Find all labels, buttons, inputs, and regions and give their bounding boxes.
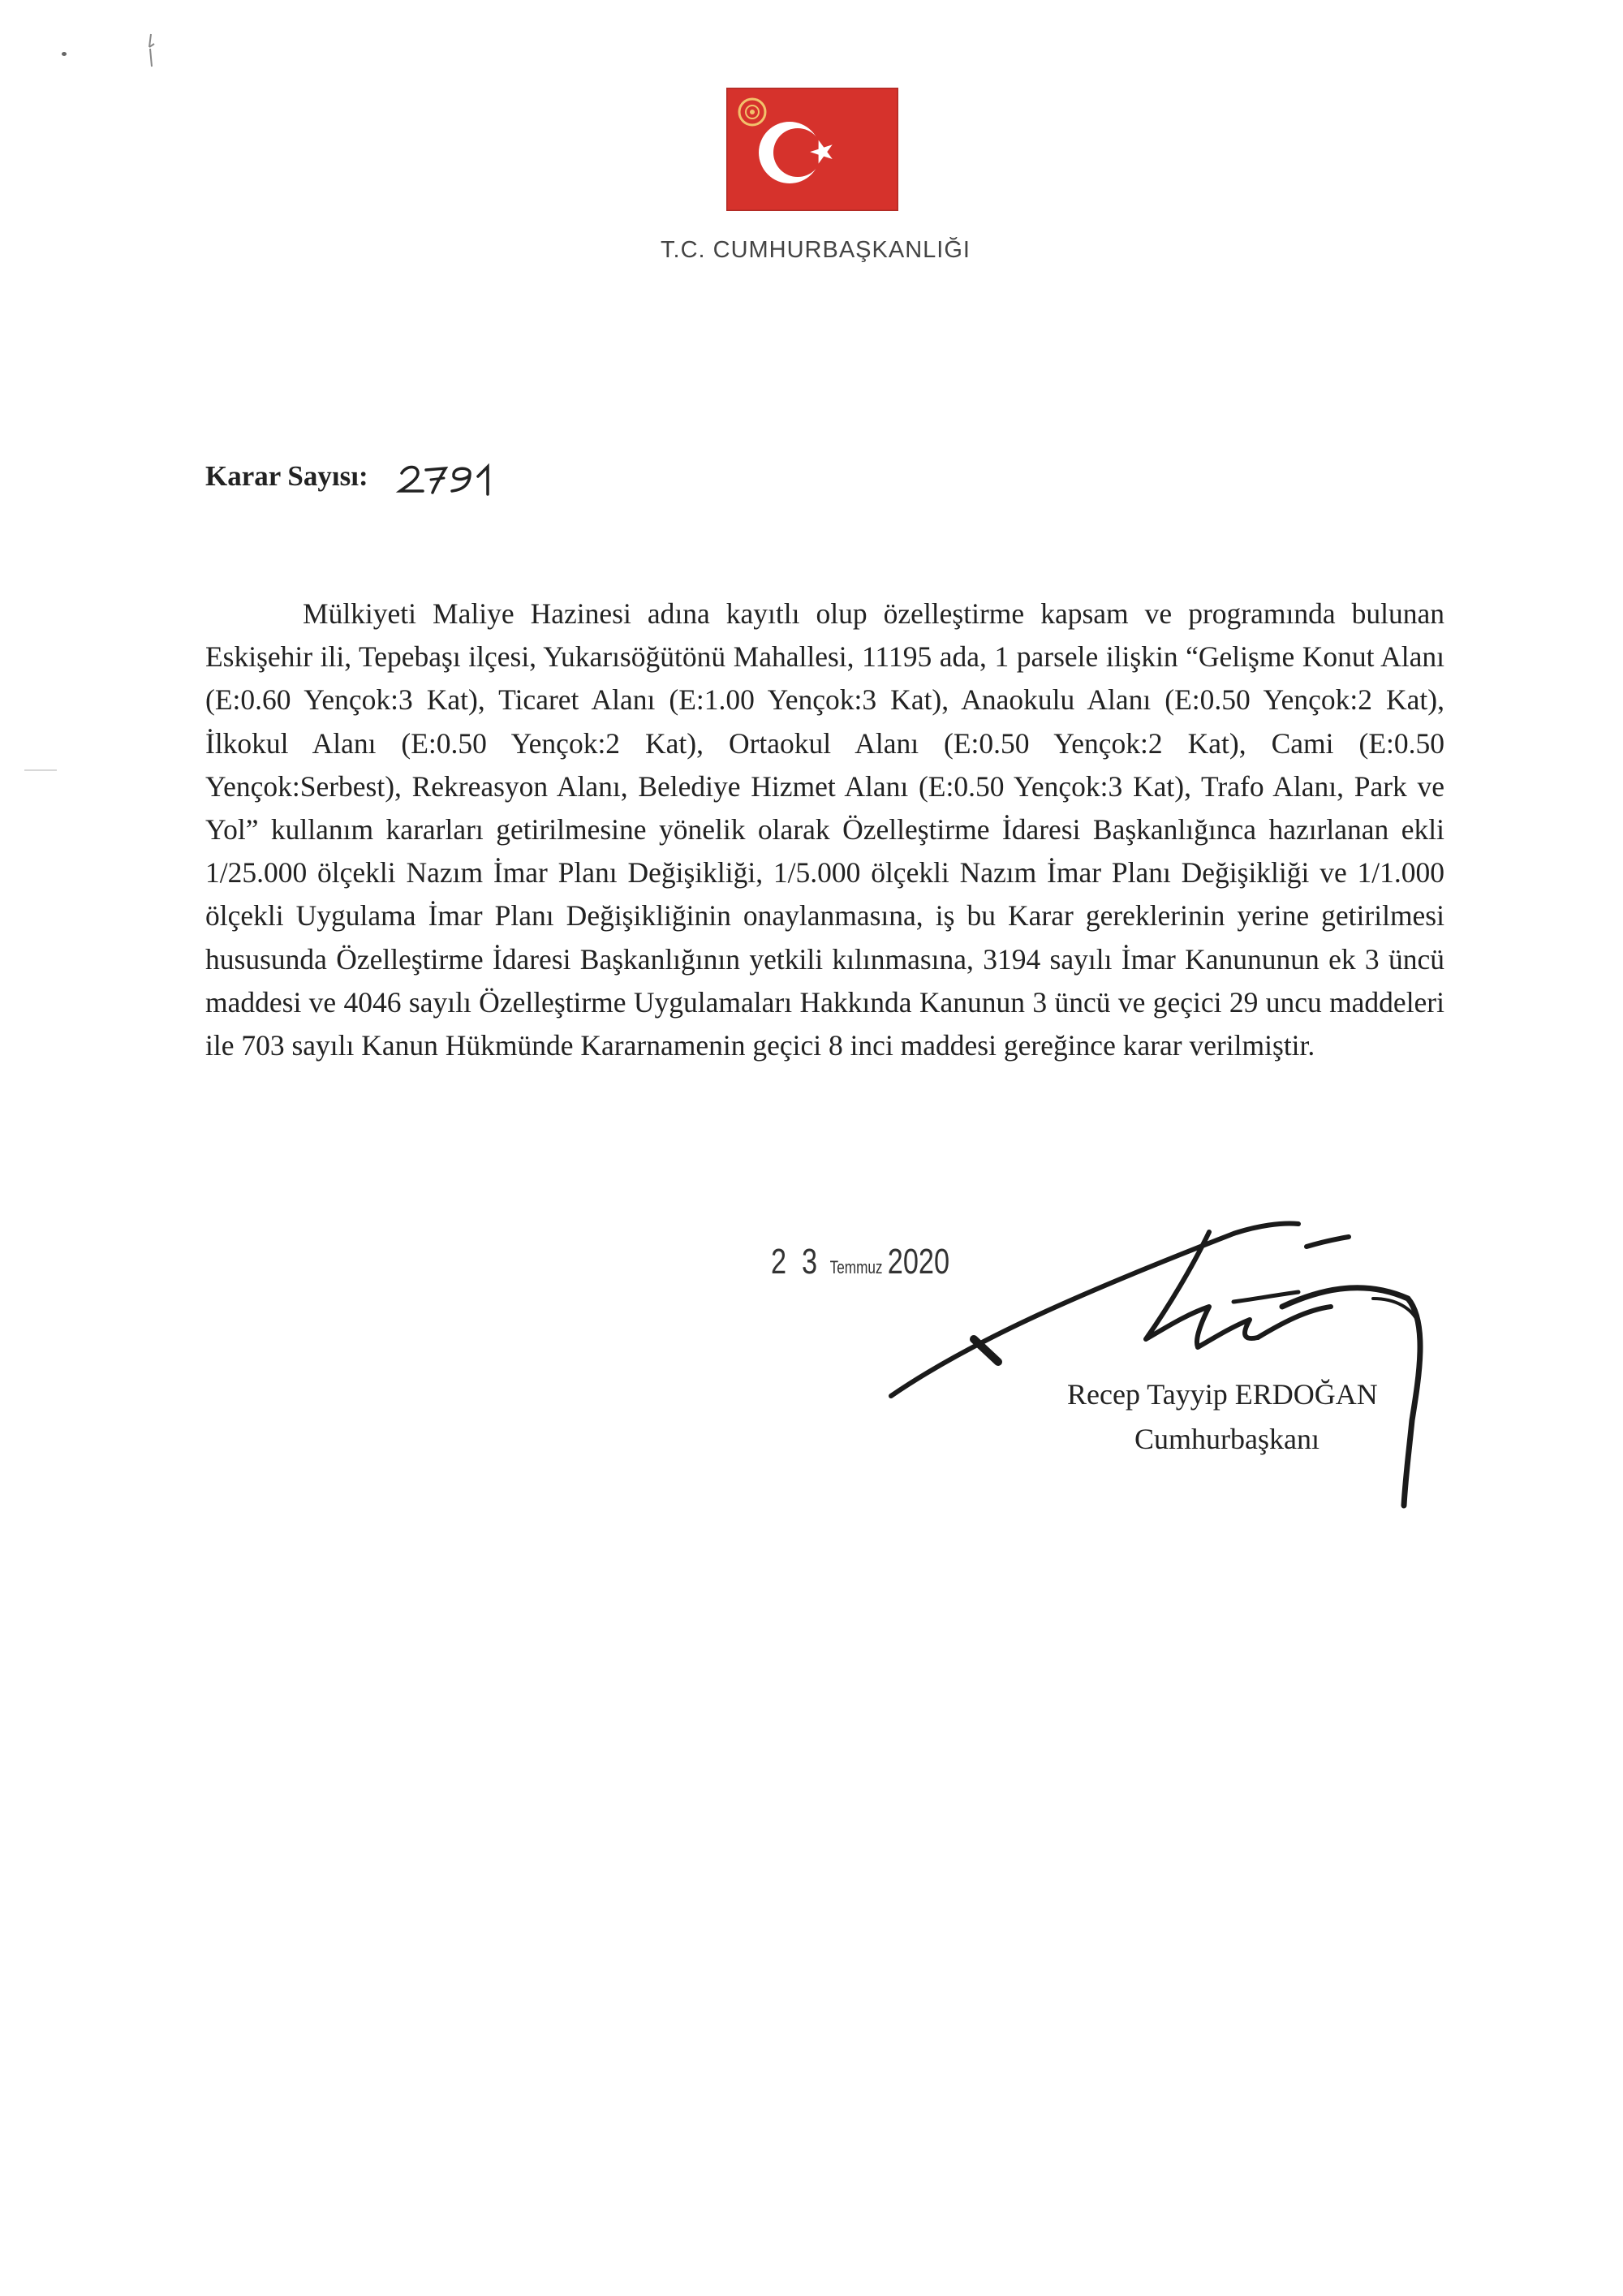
decision-label: Karar Sayısı: (205, 460, 368, 492)
turkish-flag-emblem (726, 88, 898, 211)
date-day: 2 3 (771, 1242, 821, 1282)
institution-title: T.C. CUMHURBAŞKANLIĞI (661, 237, 971, 263)
decision-number (395, 459, 517, 499)
scan-speck (62, 52, 67, 56)
scan-mark-top (143, 31, 162, 71)
decision-body-paragraph: Mülkiyeti Maliye Hazinesi adına kayıtlı olup özelleştirme kapsam ve programında bulunan Eskişehir ili, Tepebaşı ilçesi, Yukarısöğütönü Mahallesi, 11195 ada, 1 parsele ilişkin “Gelişme Konut Alanı (E:0.60 Yençok:3 Kat), Ticaret Alanı (E:1.00 Yençok:3 Kat), Anaokulu Alanı (E:0.50 Yençok:2 Kat), İlkokul Alanı (E:0.50 Yençok:2 Kat), Ortaokul Alanı (E:0.50 Yençok:2 Kat), Cami (E:0.50 Yençok:Serbest), Rekreasyon Alanı, Belediye Hizmet Alanı (E:0.50 Yençok:3 Kat), Trafo Alanı, Park ve Yol” kullanım kararları getirilmesine yönelik olarak Özelleştirme İdaresi Başkanlığınca hazırlanan ekli 1/25.000 ölçekli Nazım İmar Planı Değişikliği, 1/5.000 ölçekli Nazım İmar Planı Değişikliği ve 1/1.000 ölçekli Uygulama İmar Planı Değişikliğinin onaylanmasına, iş bu Karar gereklerinin yerine getirilmesi hususunda Özelleştirme İdaresi Başkanlığının yetkili kılınmasına, 3194 sayılı İmar Kanununun ek 3 üncü maddesi ve 4046 sayılı Özelleştirme Uygulamaları Hakkında Kanunun 3 üncü ve geçici 29 uncu maddeleri ile 703 sayılı Kanun Hükmünde Kararnamenin geçici 8 inci maddesi gereğince karar verilmiştir. (205, 597, 1444, 1062)
scan-mark-left (24, 769, 57, 771)
date-year: 2020 (887, 1242, 950, 1282)
signatory-name: Recep Tayyip ERDOĞAN (1067, 1378, 1378, 1411)
signatory-title: Cumhurbaşkanı (1134, 1423, 1319, 1455)
date-month: Temmuz (829, 1257, 883, 1277)
handwritten-signature (876, 1217, 1444, 1526)
